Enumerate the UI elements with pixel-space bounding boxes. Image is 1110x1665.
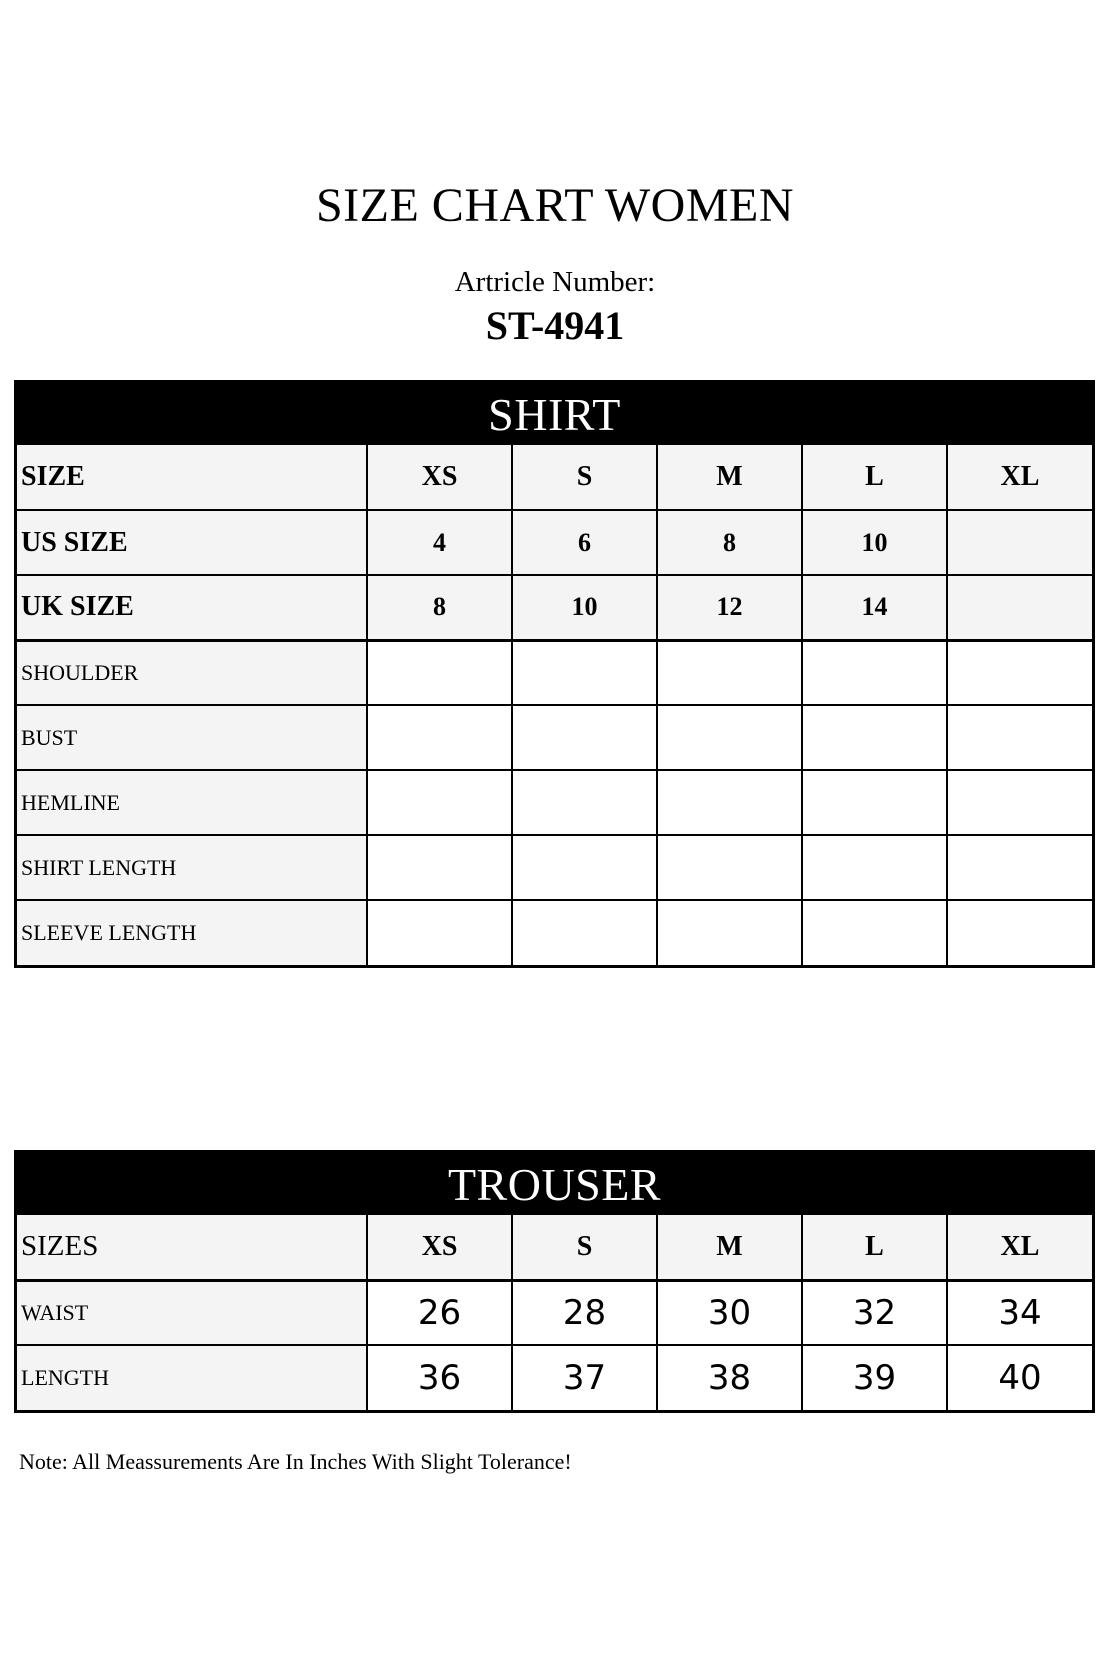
table-cell <box>367 640 512 705</box>
table-row <box>17 510 1092 575</box>
table-cell <box>657 900 802 965</box>
table-cell <box>512 835 657 900</box>
table-cell <box>367 900 512 965</box>
table-cell: 8 <box>657 510 802 575</box>
table-cell: 6 <box>512 510 657 575</box>
shirt-column-header-xl: XL <box>947 445 1092 510</box>
table-cell: 40 <box>947 1345 1092 1410</box>
shirt-column-header-size: SIZE <box>17 445 367 510</box>
table-cell <box>947 640 1092 705</box>
trouser-header-row <box>17 1215 1092 1280</box>
measurement-note: Note: All Meassurements Are In Inches With Slight Tolerance! <box>19 1449 572 1474</box>
table-cell <box>947 575 1092 640</box>
table-cell: 8 <box>367 575 512 640</box>
table-row <box>17 770 1092 835</box>
table-cell: 38 <box>657 1345 802 1410</box>
table-row <box>17 705 1092 770</box>
table-cell: 39 <box>802 1345 947 1410</box>
table-cell <box>947 835 1092 900</box>
table-cell <box>947 900 1092 965</box>
table-cell <box>947 770 1092 835</box>
shirt-column-header-m: M <box>657 445 802 510</box>
shirt-table-heading: SHIRT <box>17 383 1092 445</box>
trouser-column-header-s: S <box>512 1215 657 1280</box>
table-cell: 4 <box>367 510 512 575</box>
table-cell <box>512 705 657 770</box>
row-label-uk-size: UK SIZE <box>17 575 367 640</box>
row-label-hemline: HEMLINE <box>17 770 367 835</box>
table-cell <box>657 835 802 900</box>
shirt-size-table <box>14 380 1095 968</box>
article-number-value: ST-4941 <box>485 303 625 348</box>
trouser-column-header-m: M <box>657 1215 802 1280</box>
row-label-length: LENGTH <box>17 1345 367 1410</box>
trouser-column-header-sizes: SIZES <box>17 1215 367 1280</box>
table-row <box>17 640 1092 705</box>
table-cell: 12 <box>657 575 802 640</box>
table-cell <box>512 770 657 835</box>
table-cell: 10 <box>512 575 657 640</box>
row-label-bust: BUST <box>17 705 367 770</box>
shirt-header-row <box>17 445 1092 510</box>
table-cell <box>802 770 947 835</box>
table-cell: 14 <box>802 575 947 640</box>
table-row <box>17 1345 1092 1410</box>
table-cell: 36 <box>367 1345 512 1410</box>
table-cell <box>367 835 512 900</box>
trouser-table-heading: TROUSER <box>17 1153 1092 1215</box>
table-cell: 28 <box>512 1280 657 1345</box>
page-title: SIZE CHART WOMEN <box>315 179 794 232</box>
trouser-size-table <box>14 1150 1095 1413</box>
table-cell: 37 <box>512 1345 657 1410</box>
table-cell <box>657 770 802 835</box>
table-cell: 10 <box>802 510 947 575</box>
table-cell <box>512 900 657 965</box>
row-label-shoulder: SHOULDER <box>17 640 367 705</box>
table-row <box>17 575 1092 640</box>
row-label-sleeve-length: SLEEVE LENGTH <box>17 900 367 965</box>
table-row <box>17 1280 1092 1345</box>
row-label-waist: WAIST <box>17 1280 367 1345</box>
table-cell <box>947 510 1092 575</box>
table-cell: 34 <box>947 1280 1092 1345</box>
table-cell <box>367 705 512 770</box>
table-cell <box>802 835 947 900</box>
article-number-label: Artricle Number: <box>454 266 656 298</box>
table-cell: 32 <box>802 1280 947 1345</box>
trouser-column-header-xs: XS <box>367 1215 512 1280</box>
table-cell <box>657 640 802 705</box>
shirt-column-header-s: S <box>512 445 657 510</box>
row-label-us-size: US SIZE <box>17 510 367 575</box>
table-cell <box>512 640 657 705</box>
table-row <box>17 900 1092 965</box>
shirt-column-header-xs: XS <box>367 445 512 510</box>
table-cell <box>802 640 947 705</box>
trouser-column-header-xl: XL <box>947 1215 1092 1280</box>
table-cell: 26 <box>367 1280 512 1345</box>
table-cell <box>802 705 947 770</box>
table-row <box>17 835 1092 900</box>
table-cell: 30 <box>657 1280 802 1345</box>
table-cell <box>947 705 1092 770</box>
row-label-shirt-length: SHIRT LENGTH <box>17 835 367 900</box>
table-cell <box>657 705 802 770</box>
table-cell <box>802 900 947 965</box>
table-cell <box>367 770 512 835</box>
trouser-column-header-l: L <box>802 1215 947 1280</box>
shirt-column-header-l: L <box>802 445 947 510</box>
